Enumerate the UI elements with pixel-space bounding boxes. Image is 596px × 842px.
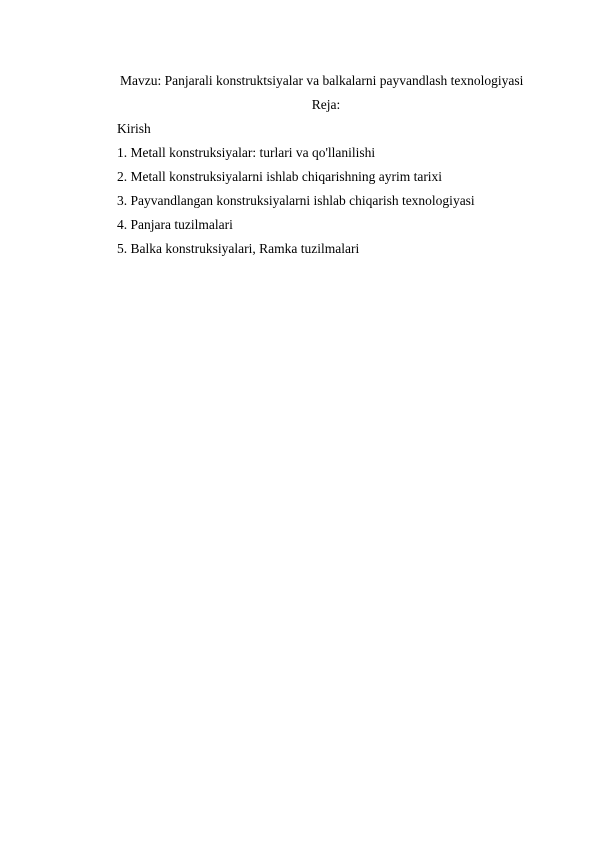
plan-item-3: 3. Payvandlangan konstruksiyalarni ishlab chiqarish texnologiyasi [117,193,475,208]
plan-item-5: 5. Balka konstruksiyalari, Ramka tuzilmalari [117,241,360,256]
plan-item-intro: Kirish [117,121,151,136]
document-title: Mavzu: Panjarali konstruktsiyalar va balkalarni payvandlash texnologiyasi [120,73,524,88]
plan-item-4: 4. Panjara tuzilmalari [117,217,233,232]
plan-item-2: 2. Metall konstruksiyalarni ishlab chiqarishning ayrim tarixi [117,169,443,184]
plan-list [117,121,475,265]
plan-item-1: 1. Metall konstruksiyalar: turlari va qo'llanilishi [117,145,376,160]
plan-heading: Reja: [311,97,341,112]
